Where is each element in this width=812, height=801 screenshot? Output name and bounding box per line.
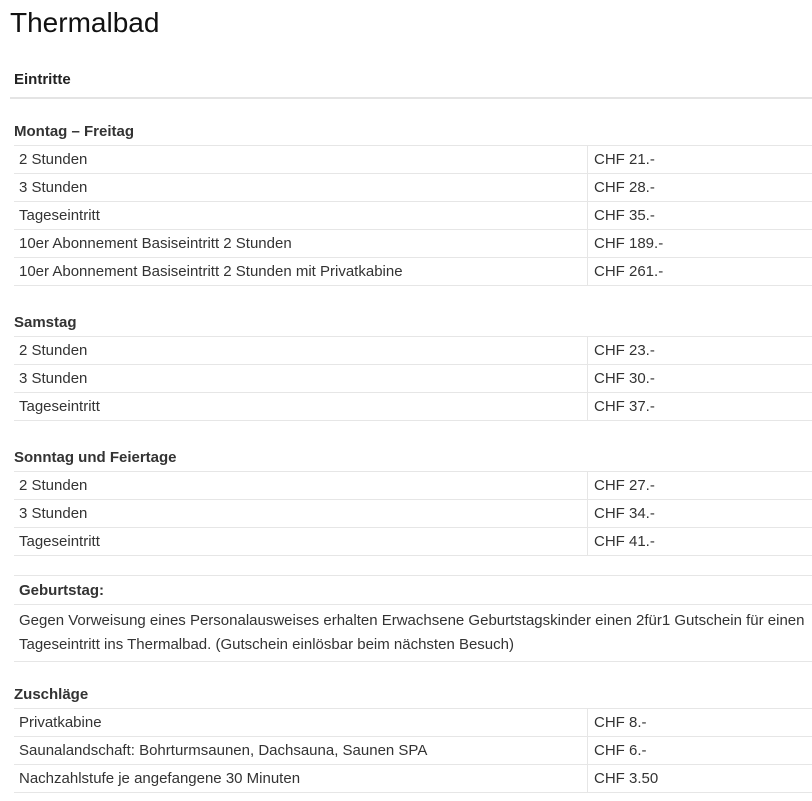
birthday-info-box (14, 575, 812, 662)
table-row (14, 337, 812, 365)
price-value: CHF 30.- (588, 365, 812, 393)
price-label: Nachzahlstufe je angefangene 30 Minuten (14, 765, 588, 793)
price-label: Tageseintritt (14, 202, 588, 230)
price-label: 10er Abonnement Basiseintritt 2 Stunden (14, 230, 588, 258)
price-table-surcharges (14, 708, 812, 793)
table-row (14, 365, 812, 393)
table-row (14, 146, 812, 174)
price-value: CHF 6.- (588, 737, 812, 765)
section-heading-eintritte: Eintritte (14, 71, 71, 88)
table-row (14, 528, 812, 556)
section-title-surcharges: Zuschläge (14, 686, 89, 703)
price-value: CHF 8.- (588, 709, 812, 737)
price-value: CHF 27.- (588, 472, 812, 500)
price-value: CHF 21.- (588, 146, 812, 174)
price-table-sunday-holidays (14, 471, 812, 556)
price-label: Privatkabine (14, 709, 588, 737)
price-label: 3 Stunden (14, 365, 588, 393)
section-title-sunday-holidays: Sonntag und Feiertage (14, 449, 177, 466)
price-value: CHF 23.- (588, 337, 812, 365)
section-title-weekdays: Montag – Freitag (14, 123, 135, 140)
table-row (14, 737, 812, 765)
section-title-saturday: Samstag (14, 314, 77, 331)
table-row (14, 500, 812, 528)
price-value: CHF 261.- (588, 258, 812, 286)
page-title: Thermalbad (10, 7, 160, 38)
price-value: CHF 28.- (588, 174, 812, 202)
price-table-saturday (14, 336, 812, 421)
price-label: 3 Stunden (14, 174, 588, 202)
price-table-weekdays (14, 145, 812, 286)
price-value: CHF 37.- (588, 393, 812, 421)
price-value: CHF 41.- (588, 528, 812, 556)
price-value: CHF 189.- (588, 230, 812, 258)
birthday-text: Gegen Vorweisung eines Personalausweises erhalten Erwachsene Geburtstagskinder einen 2für1 Gutschein für einen Tageseintritt ins Thermalbad. (Gutschein einlösbar beim nächsten Besuch) (19, 612, 805, 653)
table-row (14, 472, 812, 500)
table-row (14, 258, 812, 286)
price-label: Tageseintritt (14, 393, 588, 421)
table-row (14, 230, 812, 258)
price-value: CHF 3.50 (588, 765, 812, 793)
table-row (14, 393, 812, 421)
price-label: Saunalandschaft: Bohrturmsaunen, Dachsauna, Saunen SPA (14, 737, 588, 765)
table-row (14, 174, 812, 202)
price-label: 3 Stunden (14, 500, 588, 528)
price-label: 10er Abonnement Basiseintritt 2 Stunden mit Privatkabine (14, 258, 588, 286)
price-label: Tageseintritt (14, 528, 588, 556)
price-label: 2 Stunden (14, 146, 588, 174)
table-row (14, 765, 812, 793)
table-row (14, 709, 812, 737)
price-label: 2 Stunden (14, 337, 588, 365)
table-row (14, 202, 812, 230)
price-label: 2 Stunden (14, 472, 588, 500)
heading-divider (10, 97, 812, 99)
price-value: CHF 35.- (588, 202, 812, 230)
birthday-title: Geburtstag: (14, 576, 812, 605)
price-value: CHF 34.- (588, 500, 812, 528)
